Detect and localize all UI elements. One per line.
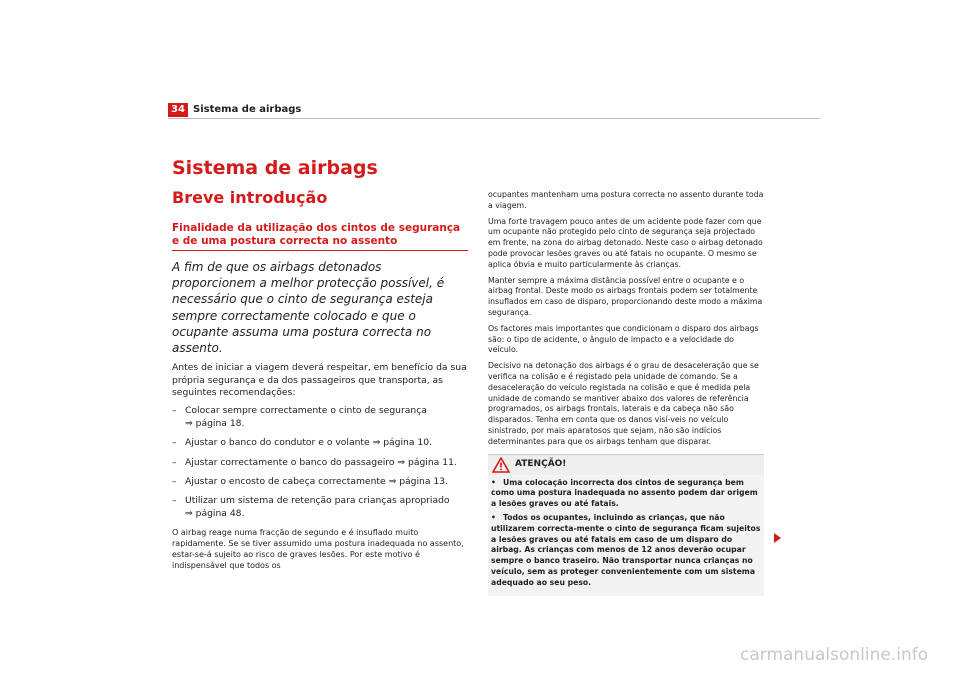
page-number: 34 (168, 103, 188, 117)
dash-marker: – (172, 456, 177, 468)
list-item: – Utilizar um sistema de retenção para crianças apropriado ⇒ página 48. (172, 495, 450, 519)
continue-arrow-icon (774, 533, 781, 543)
page-reference-link[interactable]: ⇒ página 48. (185, 507, 245, 519)
paragraph: Os factores mais importantes que condicionam o disparo dos airbags são: o tipo de acidente, o ângulo de impacto e a velocidade do veículo. (488, 323, 759, 355)
recommendations-list (172, 405, 468, 520)
paragraph: ocupantes mantenham uma postura correcta no assento durante toda a viagem. (488, 190, 764, 210)
list-item: – Colocar sempre correctamente o cinto de segurança ⇒ página 18. (172, 405, 427, 429)
dash-marker: – (172, 405, 177, 417)
right-column (488, 190, 766, 596)
bullet-marker: • (491, 477, 496, 487)
list-item: – Ajustar o banco do condutor e o volante ⇒ página 10. (172, 437, 433, 449)
warning-box (488, 454, 764, 596)
paragraph: Decisivo na detonação dos airbags é o grau de desaceleração que se verifica na colisão e é registado pela unidade de comando. Se a desaceleração do veículo registada na colisão e que é medida pela unidade de comando se mantiver abaixo dos valores de referência programados, os airbags frontais, laterais e da cabeça não são disparados. Tenha em conta que os danos visí-veis no veículo sinistrado, por mais aparatosos que sejam, não são indícios determinantes para que os airbags tenham que disparar. (488, 361, 759, 446)
warning-title: ATENÇÃO! (515, 458, 567, 469)
intro-paragraph: A fim de que os airbags detonados proporcionem a melhor protecção possível, é necessário que o cinto de segurança esteja sempre correctamente colocado e que o ocupante assuma uma postura correcta no assento. (172, 260, 445, 356)
airbag-paragraph: O airbag reage numa fracção de segundo e é insuflado muito rapidamente. Se se tiver assumido uma postura inadequada no assento, estar-se-á sujeito ao risco de graves lesões. Por este motivo é indispensável que todos os (172, 528, 464, 571)
left-column (172, 222, 468, 571)
warning-body (488, 475, 764, 596)
list-item: – Ajustar o encosto de cabeça correctamente ⇒ página 13. (172, 476, 449, 488)
dash-marker: – (172, 437, 177, 449)
warning-header (488, 455, 764, 475)
warning-item: • Todos os ocupantes, incluindo as crianças, que não utilizarem correcta-mente o cinto de segurança ficam sujeitos a lesões graves ou até fatais em caso de um disparo do airbag. As crianças com menos de 12 anos deverão ocupar sempre o banco traseiro. Não transportar nunca crianças no veículo, sem as proteger convenientemente com um sistema adequado ao seu peso. (491, 512, 761, 587)
page-subtitle: Breve introdução (172, 188, 328, 207)
recommendations-paragraph: Antes de iniciar a viagem deverá respeitar, em benefício da sua própria segurança e da dos passageiros que transporta, as seguintes recomendações: (172, 362, 467, 399)
section-heading: Finalidade da utilização dos cintos de segurança e de uma postura correcta no assento (172, 222, 468, 251)
header-divider (168, 118, 820, 119)
page-title: Sistema de airbags (172, 157, 378, 179)
paragraph: Manter sempre a máxima distância possível entre o ocupante e o airbag frontal. Deste modo os airbags frontais podem ser totalmente insuflados em caso de disparo, proporcionando deste modo a máxima segurança. (488, 275, 763, 317)
watermark: carmanualsonline.info (740, 645, 929, 665)
list-item: – Ajustar correctamente o banco do passageiro ⇒ página 11. (172, 456, 457, 468)
bullet-marker: • (491, 512, 496, 522)
paragraph: Uma forte travagem pouco antes de um acidente pode fazer com que um ocupante não protegido pelo cinto de segurança seja projectado em frente, na zona do airbag detonado. Neste caso o airbag detonado pode provocar lesões graves ou até fatais no ocupante. O mesmo se aplica óbvia e muito particularmente às crianças. (488, 216, 763, 269)
warning-triangle-icon (492, 457, 510, 473)
warning-item: • Uma colocação incorrecta dos cintos de segurança bem como uma postura inadequada no assento podem dar origem a lesões graves ou até fatais. (491, 477, 758, 509)
page-reference-link[interactable]: ⇒ página 18. (185, 417, 245, 429)
dash-marker: – (172, 476, 177, 488)
running-title: Sistema de airbags (193, 104, 302, 115)
dash-marker: – (172, 495, 177, 507)
